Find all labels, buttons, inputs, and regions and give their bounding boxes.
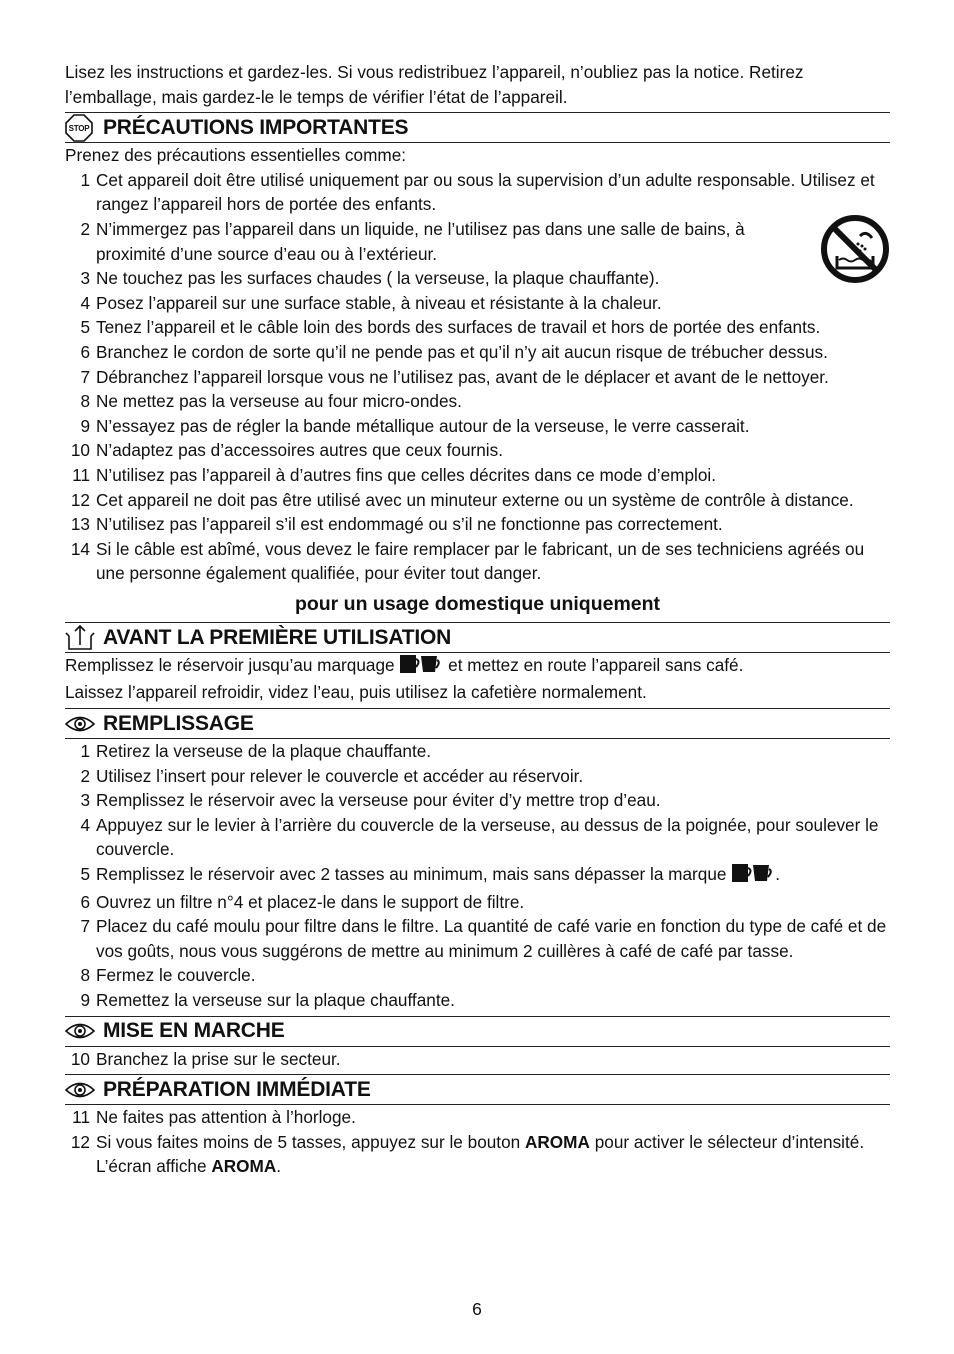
list-item [65,512,890,537]
list-item [65,414,890,439]
list-item [65,340,890,365]
intro-paragraph: Lisez les instructions et gardez-les. Si vous redistribuez l’appareil, n’oubliez pas la notice. Retirez l’emballage, mais gardez-le le temps de vérifier l’état de l’appareil. [65,62,804,107]
precautions-heading [65,112,890,143]
list-number: 12 [70,489,90,510]
avant-line-1-end: et mettez en route l’appareil sans café. [448,654,744,675]
list-item [65,266,890,291]
list-item [65,291,890,316]
prep-title: PRÉPARATION IMMÉDIATE [103,1077,371,1101]
avant-line-1 [65,653,890,681]
unpack-box-icon [65,623,103,651]
list-text: Branchez le cordon de sorte qu’il ne pende pas et qu’il n’y ait aucun risque de trébucher dessus. [96,341,828,362]
list-item [65,463,890,488]
list-number: 13 [70,514,90,535]
aroma-display-label: AROMA [211,1156,277,1177]
avant-heading [65,622,890,653]
list-number: 7 [80,366,90,387]
mise-heading [65,1016,890,1047]
page-number: 6 [472,1299,482,1319]
list-text: Ne mettez pas la verseuse au four micro-ondes. [96,391,462,412]
list-item: 4 Appuyez sur le levier à l’arrière du couvercle de la verseuse, au dessus de la poignée, pour soulever le couvercle. [80,814,879,860]
list-text: Cet appareil ne doit pas être utilisé avec un minuteur externe ou un système de contrôle à distance. [96,489,854,510]
svg-text:STOP: STOP [68,123,90,133]
list-number: 9 [80,415,90,436]
mise-title: MISE EN MARCHE [103,1019,285,1043]
list-item [65,488,890,513]
list-text: Ne touchez pas les surfaces chaudes ( la verseuse, la plaque chauffante). [96,268,660,289]
list-number: 4 [80,292,90,313]
list-number: 3 [80,268,90,289]
list-item: 11 Ne faites pas attention à l’horloge. [72,1107,356,1128]
list-text: N’adaptez pas d’accessoires autres que ceux fournis. [96,440,503,461]
cups-mark-icon [731,863,775,890]
list-text: N’immergez pas l’appareil dans un liquide, ne l’utilisez pas dans une salle de bains, à proximité d’une source d’eau ou à l’extérieur. [96,218,745,264]
list-item [65,389,890,414]
remplissage-title: REMPLISSAGE [103,711,254,735]
list-item: 1 Retirez la verseuse de la plaque chauffante. [80,741,432,762]
list-item [65,217,890,266]
remplissage-heading [65,708,890,739]
list-number: 10 [70,440,90,461]
eye-icon [65,1080,103,1100]
list-item [65,537,890,586]
avant-line-1-start: Remplissez le réservoir jusqu’au marquage [65,654,395,675]
list-item [65,438,890,463]
cups-mark-icon [399,654,443,681]
list-number: 14 [70,538,90,559]
list-item: 8 Fermez le couvercle. [80,965,256,986]
list-text: Cet appareil doit être utilisé uniquement par ou sous la supervision d’un adulte responsable. Utilisez et rangez l’appareil hors de portée des enfants. [96,169,875,215]
list-text: Débranchez l’appareil lorsque vous ne l’utilisez pas, avant de le déplacer et avant de le nettoyer. [96,366,829,387]
list-text: N’utilisez pas l’appareil s’il est endommagé ou s’il ne fonctionne pas correctement. [96,514,723,535]
precautions-title: PRÉCAUTIONS IMPORTANTES [103,115,409,139]
list-item [65,168,890,217]
prep-heading [65,1074,890,1105]
precautions-lead: Prenez des précautions essentielles comme: [65,145,407,166]
stop-icon [65,114,103,142]
list-number: 11 [72,464,90,485]
eye-icon [65,1021,103,1041]
no-immersion-warning-icon [820,214,890,291]
list-number: 1 [80,169,90,190]
list-text: N’essayez pas de régler la bande métallique autour de la verseuse, le verre casserait. [96,415,750,436]
list-number: 6 [80,341,90,362]
document-page [65,60,890,1179]
avant-title: AVANT LA PREMIÈRE UTILISATION [103,625,452,649]
domestic-use-note: pour un usage domestique uniquement [294,592,661,615]
prep-list [65,1105,890,1179]
mise-list [65,1047,890,1072]
eye-icon [65,714,103,734]
list-text: N’utilisez pas l’appareil à d’autres fins que celles décrites dans ce mode d’emploi. [96,464,717,485]
list-item [65,315,890,340]
avant-line-2: Laissez l’appareil refroidir, videz l’eau, puis utilisez la cafetière normalement. [65,682,647,703]
list-item: 7 Placez du café moulu pour filtre dans le filtre. La quantité de café varie en fonction du type de café et de vos goûts, nous vous suggérons de mettre au minimum 2 cuillères à café de café par tasse. [80,916,887,961]
list-item: 5 Remplissez le réservoir avec 2 tasses au minimum, mais sans dépasser la marque . [65,862,890,890]
list-item: 12 Si vous faites moins de 5 tasses, appuyez sur le bouton AROMA pour activer le sélecteur d’intensité. L’écran affiche AROMA. [70,1131,865,1177]
aroma-button-label: AROMA [524,1131,590,1152]
list-text: Si le câble est abîmé, vous devez le faire remplacer par le fabricant, un de ses techniciens agréés ou une personne également qualifiée, pour éviter tout danger. [96,538,865,584]
list-text: Posez l’appareil sur une surface stable, à niveau et résistante à la chaleur. [96,292,662,313]
list-item: 6 Ouvrez un filtre n°4 et placez-le dans le support de filtre. [80,891,525,912]
list-item: 3 Remplissez le réservoir avec la verseuse pour éviter d’y mettre trop d’eau. [80,790,661,811]
remplissage-list [65,739,890,1013]
list-item: 2 Utilisez l’insert pour relever le couvercle et accéder au réservoir. [80,765,584,786]
list-number: 8 [80,391,90,412]
precautions-list [65,168,890,586]
list-item: 10 Branchez la prise sur le secteur. [70,1048,341,1069]
list-item: 9 Remettez la verseuse sur la plaque chauffante. [80,990,455,1010]
list-number: 5 [80,317,90,338]
list-text: Tenez l’appareil et le câble loin des bords des surfaces de travail et hors de portée des enfants. [96,317,821,338]
list-item [65,365,890,390]
list-number: 2 [80,218,90,239]
